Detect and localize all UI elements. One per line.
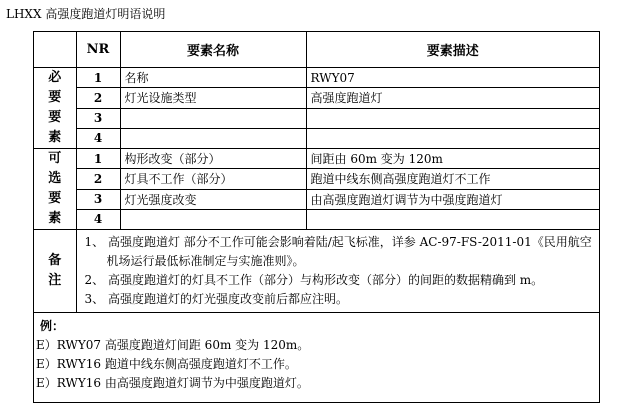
element-name xyxy=(120,128,306,148)
note-item: 1、 高强度跑道灯 部分不工作可能会影响着陆/起飞标准，详参 AC-97-FS-2011-01《民用航空机场运行最低标准制定与实施准则》。 xyxy=(84,235,592,268)
element-name: 构形改变（部分） xyxy=(120,149,306,169)
element-description: 间距由 60m 变为 120m xyxy=(306,149,599,169)
element-name: 灯光强度改变 xyxy=(120,189,306,209)
example-section xyxy=(36,317,597,393)
element-name xyxy=(120,209,306,229)
element-description: 由高强度跑道灯调节为中强度跑道灯 xyxy=(306,189,599,209)
row-number: 2 xyxy=(76,169,120,189)
element-description xyxy=(306,209,599,229)
row-number: 2 xyxy=(76,88,120,108)
header-blank xyxy=(34,32,76,68)
element-description xyxy=(306,108,599,128)
header-nr: NR xyxy=(76,32,120,68)
row-number: 1 xyxy=(76,149,120,169)
row-number: 3 xyxy=(76,189,120,209)
header-element-description: 要素描述 xyxy=(306,32,599,68)
notam-element-table xyxy=(33,31,600,403)
note-item: 2、 高强度跑道灯的灯具不工作（部分）与构形改变（部分）的间距的数据精确到 m。 xyxy=(84,273,544,287)
element-name: 灯光设施类型 xyxy=(120,88,306,108)
row-number: 1 xyxy=(76,68,120,88)
header-element-name: 要素名称 xyxy=(120,32,306,68)
example-line: E）RWY07 高强度跑道灯间距 60m 变为 120m。 xyxy=(36,338,310,352)
example-line: E）RWY16 由高强度跑道灯调节为中强度跑道灯。 xyxy=(36,376,309,390)
note-item: 3、 高强度跑道灯的灯光强度改变前后都应注明。 xyxy=(84,292,348,306)
element-name: 灯具不工作（部分） xyxy=(120,169,306,189)
row-number: 4 xyxy=(76,128,120,148)
example-title: 例： xyxy=(40,319,65,333)
element-description: 高强度跑道灯 xyxy=(306,88,599,108)
section-label-required: 必 要 要 素 xyxy=(34,68,76,149)
section-label-notes: 备 注 xyxy=(34,230,76,313)
element-name: 名称 xyxy=(120,68,306,88)
section-label-optional: 可 选 要 素 xyxy=(34,149,76,230)
element-description: RWY07 xyxy=(306,68,599,88)
document-title: LHXX 高强度跑道灯明语说明 xyxy=(6,7,166,21)
row-number: 4 xyxy=(76,209,120,229)
example-line: E）RWY16 跑道中线东侧高强度跑道灯不工作。 xyxy=(36,357,297,371)
element-description: 跑道中线东侧高强度跑道灯不工作 xyxy=(306,169,599,189)
notes-content xyxy=(76,230,599,313)
element-description xyxy=(306,128,599,148)
element-name xyxy=(120,108,306,128)
row-number: 3 xyxy=(76,108,120,128)
